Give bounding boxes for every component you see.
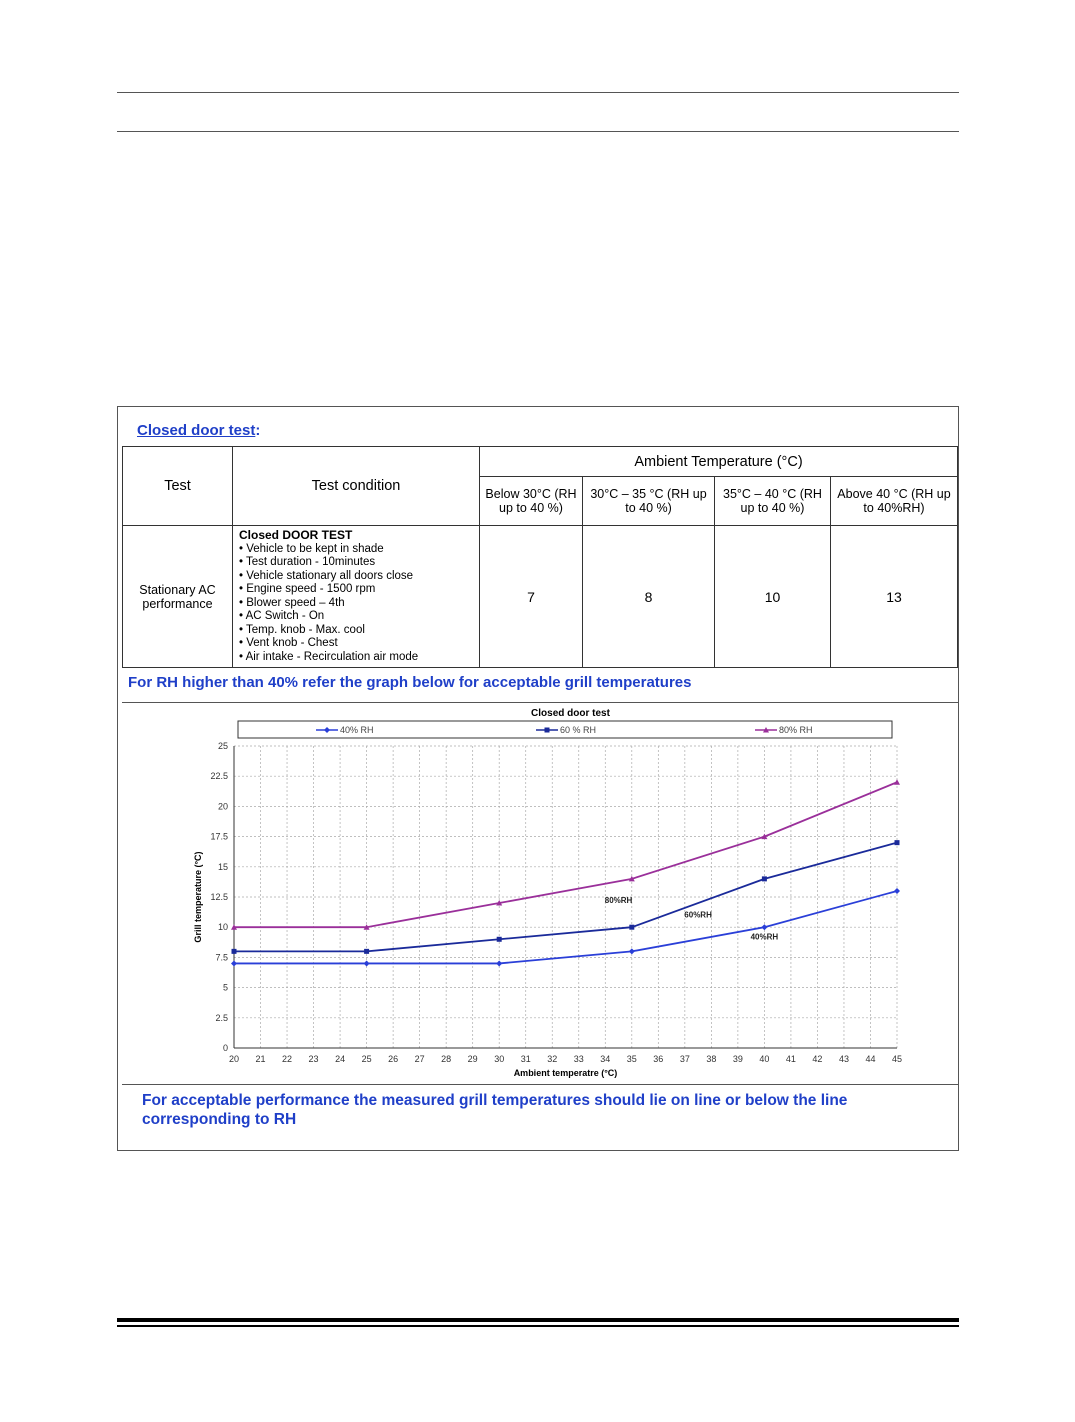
- test-condition-table: [122, 446, 958, 668]
- row-label: Stationary AC performance: [123, 526, 233, 668]
- data-point: [629, 925, 634, 930]
- condition-title: Closed DOOR TEST: [239, 528, 353, 542]
- legend-label: 80% RH: [779, 725, 813, 735]
- legend-label: 60 % RH: [560, 725, 597, 735]
- y-tick-label: 12.5: [210, 892, 228, 902]
- x-tick-label: 31: [520, 1054, 531, 1064]
- data-point: [231, 960, 237, 966]
- header-rule-bottom: [117, 131, 959, 132]
- data-point: [232, 949, 237, 954]
- y-tick-label: 25: [217, 741, 228, 751]
- data-point: [762, 876, 767, 881]
- value-cell: 10: [715, 526, 831, 668]
- legend-marker: [545, 728, 550, 733]
- x-tick-label: 43: [838, 1054, 849, 1064]
- series-line: [234, 782, 897, 927]
- y-tick-label: 10: [217, 922, 228, 933]
- x-tick-label: 27: [414, 1054, 425, 1064]
- section-title: Closed door test:: [137, 422, 261, 439]
- condition-item: • Vehicle to be kept in shade: [239, 542, 384, 555]
- series-inline-label: 60%RH: [684, 910, 712, 920]
- data-point: [894, 888, 900, 894]
- x-tick-label: 45: [891, 1054, 903, 1064]
- chart-title: Closed door test: [531, 708, 610, 719]
- y-tick-label: 17.5: [210, 831, 228, 842]
- x-tick-label: 23: [308, 1054, 319, 1064]
- value-cell: 7: [480, 526, 583, 668]
- data-point: [629, 948, 635, 954]
- x-tick-label: 37: [679, 1054, 690, 1064]
- x-tick-label: 26: [388, 1054, 399, 1064]
- grill-temperature-chart: [118, 703, 958, 1083]
- x-tick-label: 33: [573, 1054, 584, 1064]
- x-tick-label: 35: [626, 1054, 637, 1064]
- x-tick-label: 38: [706, 1054, 717, 1064]
- footer-rule-thin: [117, 1325, 959, 1327]
- x-tick-label: 32: [547, 1054, 558, 1064]
- condition-item: • Engine speed - 1500 rpm: [239, 583, 376, 595]
- rh-note: For RH higher than 40% refer the graph below for acceptable grill temperatures: [128, 674, 692, 691]
- footer-rule: [117, 1318, 959, 1322]
- y-tick-label: 22.5: [210, 771, 228, 782]
- header-ambient-temperature: Ambient Temperature (°C): [480, 447, 958, 477]
- y-tick-label: 15: [217, 861, 228, 872]
- x-tick-label: 20: [228, 1054, 240, 1064]
- x-axis-label: Ambient temperatre (°C): [513, 1068, 618, 1078]
- header-rule-top: [117, 92, 959, 93]
- data-point: [894, 779, 900, 785]
- data-point: [761, 924, 767, 930]
- header-test: Test: [123, 447, 233, 526]
- condition-list: [233, 526, 480, 668]
- condition-item: • Temp. knob - Max. cool: [239, 623, 365, 636]
- value-cell: 8: [583, 526, 715, 668]
- header-test-condition: Test condition: [233, 447, 480, 526]
- condition-item: • Vehicle stationary all doors close: [239, 569, 414, 582]
- x-tick-label: 29: [467, 1054, 478, 1064]
- data-point: [364, 960, 370, 966]
- x-tick-label: 41: [785, 1054, 796, 1064]
- x-tick-label: 44: [865, 1054, 876, 1064]
- legend-label: 40% RH: [340, 725, 374, 735]
- condition-item: • Blower speed – 4th: [239, 596, 345, 609]
- y-tick-label: 0: [222, 1043, 228, 1053]
- x-tick-label: 42: [812, 1054, 823, 1064]
- x-tick-label: 21: [255, 1054, 266, 1064]
- y-tick-label: 2.5: [215, 1012, 228, 1023]
- x-tick-label: 39: [732, 1054, 743, 1064]
- y-tick-label: 20: [217, 801, 228, 812]
- y-tick-label: 5: [222, 982, 228, 993]
- column-header: 30°C – 35 °C (RH up to 40 %): [583, 477, 715, 526]
- series-line: [234, 843, 897, 952]
- x-tick-label: 25: [361, 1054, 372, 1064]
- x-tick-label: 34: [600, 1054, 611, 1064]
- column-header: Above 40 °C (RH up to 40%RH): [831, 477, 958, 526]
- column-header: 35°C – 40 °C (RH up to 40 %): [715, 477, 831, 526]
- x-tick-label: 24: [335, 1054, 346, 1064]
- condition-item: • Test duration - 10minutes: [239, 556, 376, 568]
- condition-item: • Vent knob - Chest: [239, 637, 338, 649]
- data-point: [364, 949, 369, 954]
- y-tick-label: 7.5: [215, 952, 228, 963]
- x-tick-label: 40: [759, 1054, 770, 1064]
- footnote: For acceptable performance the measured grill temperatures should lie on line or below the line corresponding to RH: [142, 1092, 848, 1128]
- condition-item: • AC Switch - On: [239, 610, 325, 622]
- closed-door-test-box: [117, 406, 959, 1151]
- x-tick-label: 36: [653, 1054, 664, 1064]
- data-point: [497, 937, 502, 942]
- separator: [122, 1084, 958, 1085]
- condition-item: • Air intake - Recirculation air mode: [239, 650, 419, 663]
- x-tick-label: 30: [494, 1054, 505, 1064]
- data-point: [895, 840, 900, 845]
- value-cell: 13: [831, 526, 958, 668]
- data-point: [496, 960, 502, 966]
- column-header: Below 30°C (RH up to 40 %): [480, 477, 583, 526]
- series-inline-label: 80%RH: [604, 896, 633, 906]
- series-inline-label: 40%RH: [750, 932, 779, 942]
- x-tick-label: 22: [282, 1054, 293, 1064]
- y-axis-label: Grill temperature (°C): [193, 851, 203, 943]
- x-tick-label: 28: [441, 1054, 452, 1064]
